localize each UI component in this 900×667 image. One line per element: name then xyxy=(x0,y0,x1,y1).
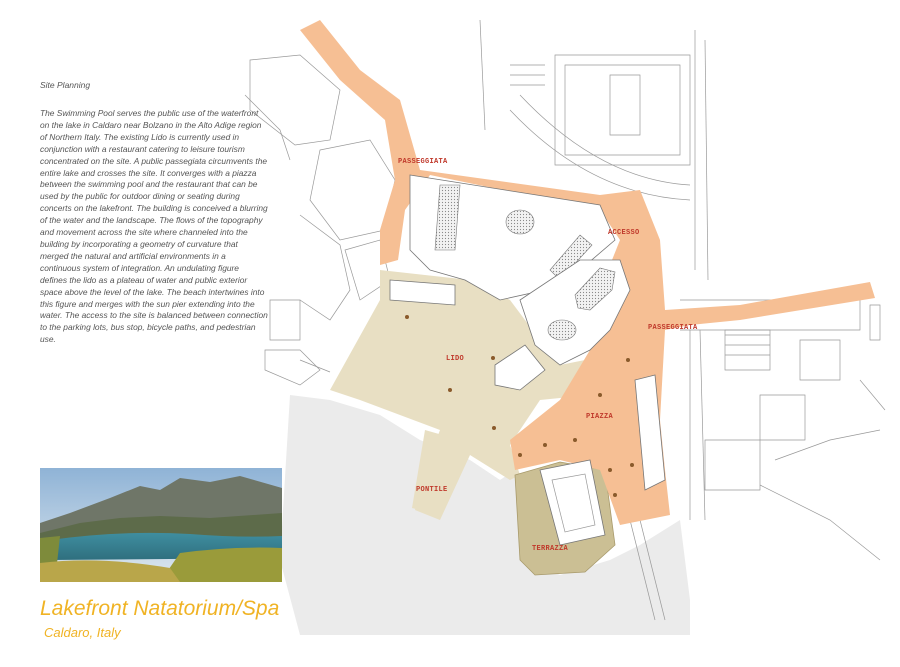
spa-basin-round xyxy=(548,320,576,340)
description-paragraph: The Swimming Pool serves the public use of the waterfront on the lake in Caldaro near Bolzano in the Alto Adige region of Northern Italy. The existing Lido is currently used in conjunction with a restaurant catering to leisure tourism concentrated on the site. A public passegiata circumvents the entire lake and crosses the site. It converges with a piazza between the swimming pool and the restaurant that can be used by the public for outdoor dining or seating during concerts on the lakefront. The building is conceived a blurring of the water and the landscape. The flows of the topography and movement across the site where channeled into the building by incorporating a geometry of curvature that merged the natural and artificial environments in a continuous system of integration. An undulating figure defines the lido as a plateau of water and public exterior space above the level of the lake. The beach intertwines into this figure and merges with the sun pier extending into the water. The access to the site is balanced between connection to the parking lots, bus stop, bicycle paths, and pedestrian use. xyxy=(40,108,268,345)
label-terrazza: TERRAZZA xyxy=(532,545,569,553)
label-passeggiata-north: PASSEGGIATA xyxy=(398,158,448,166)
label-pontile: PONTILE xyxy=(416,486,448,494)
pool-basin-round xyxy=(506,210,534,234)
label-passeggiata-east: PASSEGGIATA xyxy=(648,324,698,332)
lake-mountain-landscape-photo xyxy=(40,468,282,582)
label-lido: LIDO xyxy=(446,355,465,363)
project-title: Lakefront Natatorium/Spa xyxy=(40,597,280,620)
section-heading: Site Planning xyxy=(40,80,91,90)
project-location: Caldaro, Italy xyxy=(44,625,121,640)
label-accesso: ACCESSO xyxy=(608,229,640,237)
label-piazza: PIAZZA xyxy=(586,413,614,421)
